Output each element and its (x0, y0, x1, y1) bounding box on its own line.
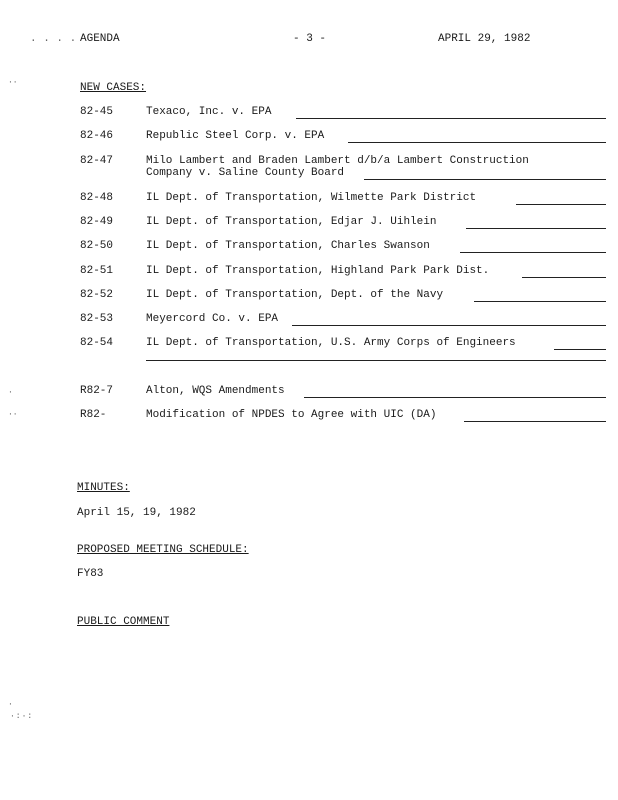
header-agenda: AGENDA (80, 33, 120, 45)
scan-speck: · (8, 388, 13, 397)
blank-line (466, 228, 606, 229)
blank-line (554, 349, 606, 350)
new-cases-heading: NEW CASES: (80, 82, 147, 94)
case-title: IL Dept. of Transportation, Wilmette Park District (146, 192, 477, 204)
header-left-dots: . . . . (30, 33, 77, 45)
blank-line (296, 118, 606, 119)
blank-line (364, 179, 606, 180)
header-page-number: - 3 - (293, 33, 327, 45)
case-title-continued: Company v. Saline County Board (146, 167, 345, 179)
schedule-heading: PROPOSED MEETING SCHEDULE: (77, 544, 249, 556)
blank-line (348, 142, 606, 143)
case-number: 82-49 (80, 216, 114, 228)
blank-line (460, 252, 606, 253)
case-title: IL Dept. of Transportation, Charles Swanson (146, 240, 430, 252)
case-number: 82-54 (80, 337, 114, 349)
blank-line-full (146, 360, 606, 361)
case-number: 82-45 (80, 106, 114, 118)
case-number: 82-53 (80, 313, 114, 325)
blank-line (522, 277, 606, 278)
case-number: 82-50 (80, 240, 114, 252)
schedule-fiscal-year: FY83 (77, 568, 104, 580)
scan-speck: ·:·: (10, 712, 34, 721)
scan-speck: · (8, 700, 13, 709)
minutes-dates: April 15, 19, 1982 (77, 507, 196, 519)
blank-line (464, 421, 606, 422)
public-comment-heading: PUBLIC COMMENT (77, 616, 170, 628)
blank-line (516, 204, 606, 205)
case-number: 82-48 (80, 192, 114, 204)
case-title: IL Dept. of Transportation, U.S. Army Corps of Engineers (146, 337, 516, 349)
case-title: Texaco, Inc. v. EPA (146, 106, 272, 118)
blank-line (474, 301, 606, 302)
case-title: Milo Lambert and Braden Lambert d/b/a Lambert Construction (146, 155, 529, 167)
regulatory-title: Alton, WQS Amendments (146, 385, 285, 397)
minutes-heading: MINUTES: (77, 482, 130, 494)
case-number: 82-51 (80, 265, 114, 277)
case-title: IL Dept. of Transportation, Edjar J. Uihlein (146, 216, 437, 228)
regulatory-number: R82-7 (80, 385, 114, 397)
case-title: Republic Steel Corp. v. EPA (146, 130, 325, 142)
header-date: APRIL 29, 1982 (438, 33, 531, 45)
regulatory-number: R82- (80, 409, 107, 421)
case-title: IL Dept. of Transportation, Dept. of the Navy (146, 289, 444, 301)
case-number: 82-47 (80, 155, 114, 167)
scan-speck: ·· (8, 78, 18, 87)
scan-speck: ·· (8, 410, 18, 419)
blank-line (292, 325, 606, 326)
regulatory-title: Modification of NPDES to Agree with UIC (DA) (146, 409, 437, 421)
blank-line (304, 397, 606, 398)
case-number: 82-52 (80, 289, 114, 301)
case-title: Meyercord Co. v. EPA (146, 313, 279, 325)
case-title: IL Dept. of Transportation, Highland Park Park Dist. (146, 265, 490, 277)
case-number: 82-46 (80, 130, 114, 142)
